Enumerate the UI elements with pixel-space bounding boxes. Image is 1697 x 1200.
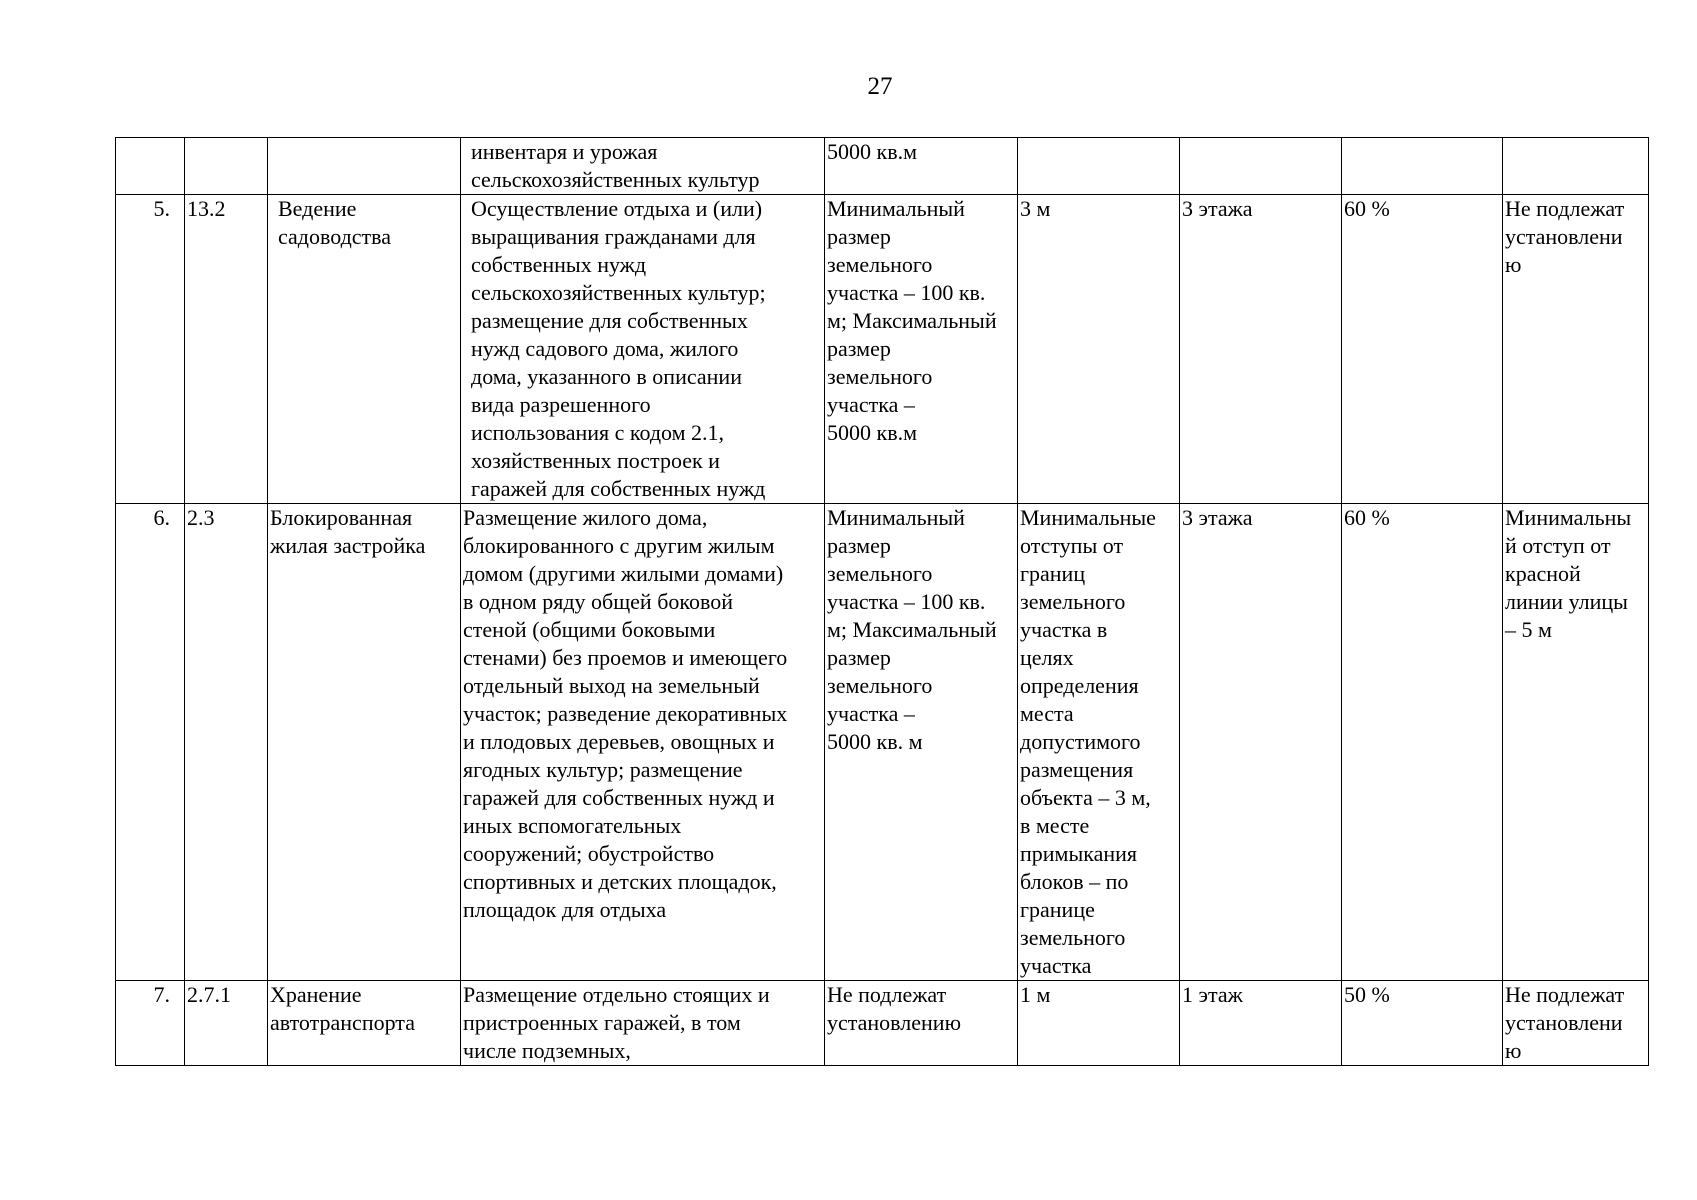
coverage-cell: 50 % [1342,981,1503,1066]
floors-cell: 3 этажа [1180,195,1342,504]
use-name-cell: Ведение садоводства [268,195,461,504]
table-row [116,981,1649,1066]
floors-cell [1180,138,1342,195]
setbacks-cell: 1 м [1018,981,1180,1066]
description-cell: Размещение отдельно стоящих и пристроенных гаражей, в том числе подземных, [461,981,825,1066]
other-params-cell: Не подлежат установлени ю [1503,981,1649,1066]
page-number: 27 [867,73,893,100]
plot-size-cell: Минимальный размер земельного участка – 100 кв. м; Максимальный размер земельного участка – 5000 кв. м [825,504,1018,981]
zoning-regulations-table [115,137,1649,1066]
plot-size-cell: 5000 кв.м [825,138,1018,195]
description-cell: инвентаря и урожая сельскохозяйственных культур [461,138,825,195]
code-cell [185,138,268,195]
row-number-cell: 6. [116,504,185,981]
coverage-cell [1342,138,1503,195]
row-number-cell: 7. [116,981,185,1066]
setbacks-cell [1018,138,1180,195]
code-cell: 2.7.1 [185,981,268,1066]
code-cell: 13.2 [185,195,268,504]
coverage-cell: 60 % [1342,195,1503,504]
floors-cell: 1 этаж [1180,981,1342,1066]
use-name-cell [268,138,461,195]
use-name-cell: Блокированная жилая застройка [268,504,461,981]
row-number-cell [116,138,185,195]
plot-size-cell: Минимальный размер земельного участка – 100 кв. м; Максимальный размер земельного участка – 5000 кв.м [825,195,1018,504]
coverage-cell: 60 % [1342,504,1503,981]
table-row [116,195,1649,504]
description-cell: Осуществление отдыха и (или) выращивания гражданами для собственных нужд сельскохозяйственных культур; размещение для собственных нужд садового дома, жилого дома, указанного в описании вида разрешенного использования с кодом 2.1, хозяйственных построек и гаражей для собственных нужд [461,195,825,504]
floors-cell: 3 этажа [1180,504,1342,981]
table-row [116,138,1649,195]
setbacks-cell: 3 м [1018,195,1180,504]
other-params-cell [1503,138,1649,195]
other-params-cell: Минимальны й отступ от красной линии улицы – 5 м [1503,504,1649,981]
other-params-cell: Не подлежат установлени ю [1503,195,1649,504]
setbacks-cell: Минимальные отступы от границ земельного участка в целях определения места допустимого размещения объекта – 3 м, в месте примыкания блоков – по границе земельного участка [1018,504,1180,981]
code-cell: 2.3 [185,504,268,981]
table-row [116,504,1649,981]
row-number-cell: 5. [116,195,185,504]
use-name-cell: Хранение автотранспорта [268,981,461,1066]
plot-size-cell: Не подлежат установлению [825,981,1018,1066]
description-cell: Размещение жилого дома, блокированного с другим жилым домом (другими жилыми домами) в одном ряду общей боковой стеной (общими боковыми стенами) без проемов и имеющего отдельный выход на земельный участок; разведение декоративных и плодовых деревьев, овощных и ягодных культур; размещение гаражей для собственных нужд и иных вспомогательных сооружений; обустройство спортивных и детских площадок, площадок для отдыха [461,504,825,981]
